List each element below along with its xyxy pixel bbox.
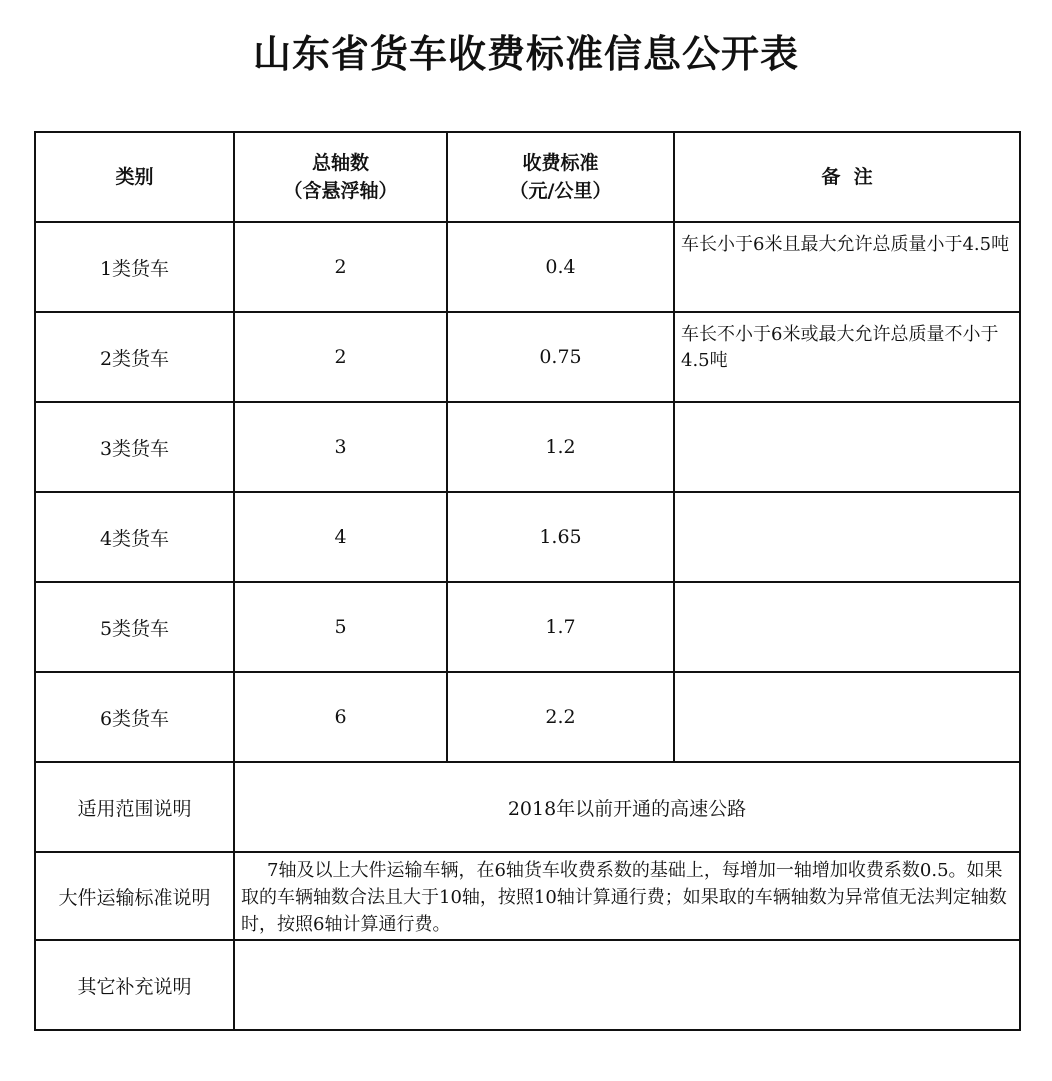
large-transport-value: 7轴及以上大件运输车辆，在6轴货车收费系数的基础上，每增加一轴增加收费系数0.5。如果取的车辆轴数合法且大于10轴，按照10轴计算通行费；如果取的车辆轴数为异常值无法判定轴数时，按照6轴计算通行费。 — [234, 852, 1020, 940]
other-row — [35, 940, 1020, 1030]
row-axles: 4 — [234, 492, 447, 582]
header-axles-line1: 总轴数 — [311, 152, 369, 174]
page-title: 山东省货车收费标准信息公开表 — [252, 32, 799, 76]
row-axles: 3 — [234, 402, 447, 492]
table-row — [35, 672, 1020, 762]
table-row — [35, 222, 1020, 312]
row-category: 5类货车 — [35, 582, 234, 672]
header-category: 类别 — [35, 132, 234, 222]
row-axles: 5 — [234, 582, 447, 672]
row-axles: 2 — [234, 222, 447, 312]
table-row — [35, 402, 1020, 492]
scope-row — [35, 762, 1020, 852]
row-remark — [674, 672, 1020, 762]
row-axles: 6 — [234, 672, 447, 762]
header-axles-line2: （含悬浮轴） — [283, 180, 398, 202]
row-remark — [674, 582, 1020, 672]
header-remark: 备 注 — [674, 132, 1020, 222]
toll-standard-table — [34, 131, 1021, 1031]
scope-value: 2018年以前开通的高速公路 — [234, 762, 1020, 852]
table-row — [35, 582, 1020, 672]
large-transport-row — [35, 852, 1020, 940]
row-rate: 0.75 — [447, 312, 674, 402]
row-rate: 2.2 — [447, 672, 674, 762]
row-category: 2类货车 — [35, 312, 234, 402]
row-remark — [674, 492, 1020, 582]
scope-label: 适用范围说明 — [35, 762, 234, 852]
row-category: 1类货车 — [35, 222, 234, 312]
row-category: 3类货车 — [35, 402, 234, 492]
row-rate: 0.4 — [447, 222, 674, 312]
row-rate: 1.65 — [447, 492, 674, 582]
other-value — [234, 940, 1020, 1030]
row-remark — [674, 402, 1020, 492]
row-rate: 1.2 — [447, 402, 674, 492]
header-rate-line1: 收费标准 — [522, 152, 599, 174]
row-rate: 1.7 — [447, 582, 674, 672]
table-row — [35, 312, 1020, 402]
row-remark: 车长不小于6米或最大允许总质量不小于4.5吨 — [674, 312, 1020, 402]
row-axles: 2 — [234, 312, 447, 402]
header-axles — [234, 132, 447, 222]
table-header-row — [35, 132, 1020, 222]
header-rate — [447, 132, 674, 222]
row-category: 6类货车 — [35, 672, 234, 762]
row-category: 4类货车 — [35, 492, 234, 582]
header-rate-line2: （元/公里） — [509, 180, 612, 202]
other-label: 其它补充说明 — [35, 940, 234, 1030]
table-row — [35, 492, 1020, 582]
row-remark: 车长小于6米且最大允许总质量小于4.5吨 — [674, 222, 1020, 312]
large-transport-label: 大件运输标准说明 — [35, 852, 234, 940]
